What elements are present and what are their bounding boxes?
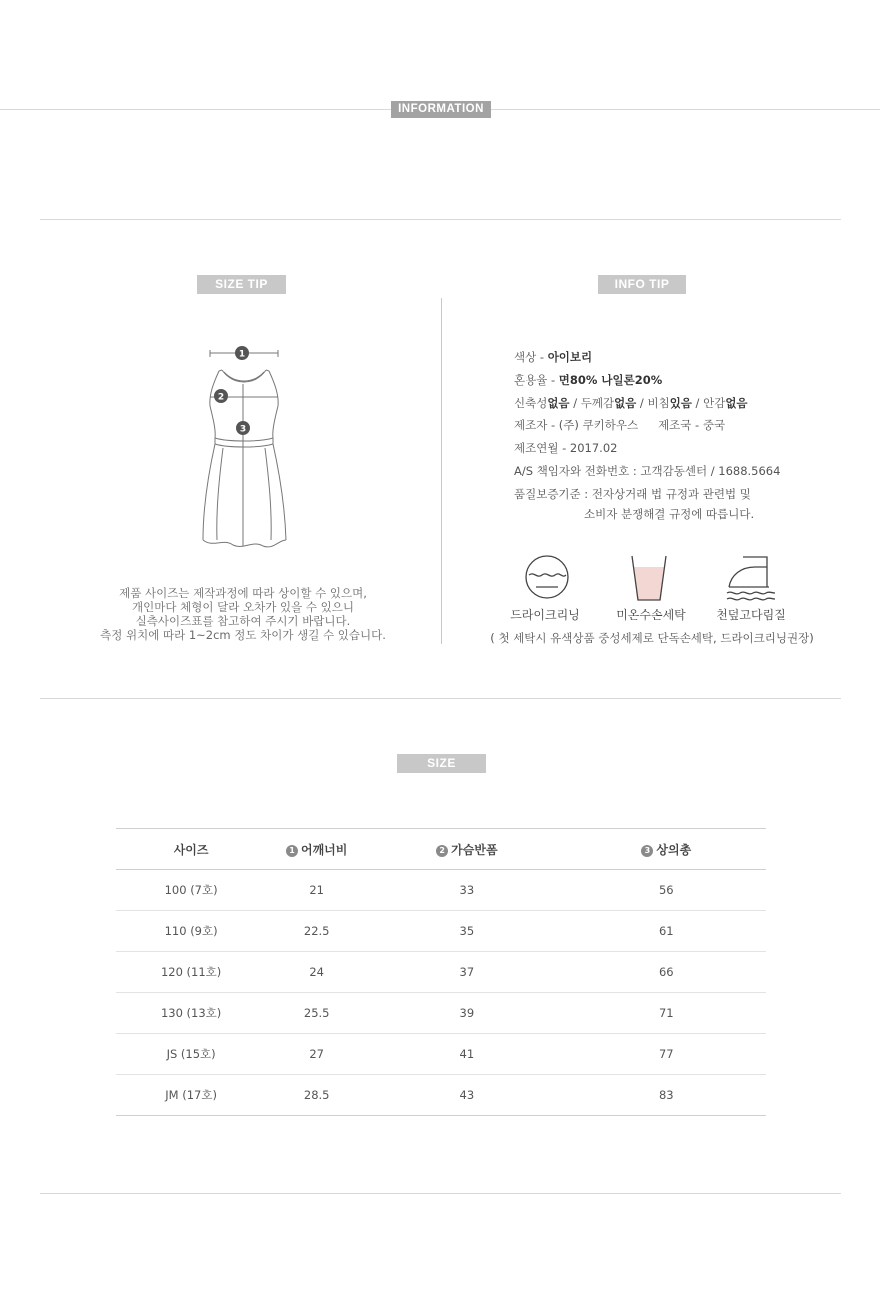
maker-text: 제조자 - (주) 쿠키하우스 (514, 418, 639, 433)
care-label-iron: 천덮고다림질 (716, 608, 786, 622)
size-note-line: 제품 사이즈는 제작과정에 따라 상이할 수 있으며, (119, 586, 367, 600)
product-info-list (514, 346, 844, 522)
length-cell: 83 (567, 1075, 766, 1116)
header-size: 사이즈 (116, 829, 266, 870)
lukewarm-handwash-icon (630, 553, 670, 603)
color-label: 색상 - (514, 350, 548, 364)
lining-label: / 안감 (691, 395, 726, 410)
section-divider-2 (40, 698, 841, 699)
dry-clean-icon (522, 553, 572, 603)
quality-row-cont: 소비자 분쟁해결 규정에 따릅니다. (584, 506, 755, 521)
information-tag: INFORMATION (391, 101, 491, 118)
chest-cell: 35 (367, 911, 566, 952)
svg-text:1: 1 (238, 349, 246, 360)
lining-value: 없음 (725, 395, 748, 410)
fabric-label: 혼용율 - (514, 372, 559, 387)
size-cell: 100 (7호) (116, 870, 266, 911)
fabric-row (514, 369, 844, 392)
size-table (116, 828, 766, 1116)
size-tag: SIZE (397, 754, 486, 773)
table-row (116, 1075, 766, 1116)
svg-text:2: 2 (217, 392, 225, 403)
iron-with-cloth-icon (723, 553, 779, 603)
size-note-line: 개인마다 체형이 달라 오차가 있을 수 있으니 (132, 600, 354, 614)
length-cell: 56 (567, 870, 766, 911)
length-cell: 71 (567, 993, 766, 1034)
header-shoulder: 1 어깨너비 (266, 829, 367, 870)
shoulder-cell: 25.5 (266, 993, 367, 1034)
bottom-divider (40, 1193, 841, 1194)
svg-text:3: 3 (239, 424, 247, 435)
sheer-value: 있음 (669, 395, 692, 410)
as-row: A/S 책임자와 전화번호 : 고객감동센터 / 1688.5664 (514, 463, 781, 478)
marker-3: 3 (641, 845, 653, 857)
shoulder-cell: 22.5 (266, 911, 367, 952)
column-divider (441, 298, 442, 644)
size-note (60, 586, 426, 642)
header-chest: 2 가슴반폼 (367, 829, 566, 870)
table-row (116, 993, 766, 1034)
measure-markers (214, 346, 250, 435)
size-tip-tag: SIZE TIP (197, 275, 286, 294)
size-note-line: 측정 위치에 따라 1~2cm 정도 차이가 생길 수 있습니다. (100, 628, 386, 642)
thickness-value: 없음 (614, 395, 637, 410)
shoulder-cell: 24 (266, 952, 367, 993)
size-cell: 130 (13호) (116, 993, 266, 1034)
section-divider-1 (40, 219, 841, 220)
table-row (116, 911, 766, 952)
marker-1: 1 (286, 845, 298, 857)
shoulder-cell: 28.5 (266, 1075, 367, 1116)
care-label-handwash: 미온수손세탁 (616, 608, 686, 622)
sheer-label: / 비침 (636, 395, 670, 410)
size-cell: JS (15호) (116, 1034, 266, 1075)
color-value: 아이보리 (547, 350, 593, 364)
care-note: ( 첫 세탁시 유색상품 중성세제로 단독손세탁, 드라이크리닝권장) (490, 631, 814, 645)
texture-row (514, 392, 844, 415)
table-row (116, 870, 766, 911)
size-cell: 120 (11호) (116, 952, 266, 993)
stretch-value: 없음 (547, 395, 570, 410)
chest-cell: 43 (367, 1075, 566, 1116)
header-length: 3 상의총 (567, 829, 766, 870)
size-note-line: 실측사이즈표를 참고하여 주시기 바랍니다. (135, 614, 351, 628)
quality-row: 품질보증기준 : 전자상거래 법 규정과 관련법 및 (514, 486, 751, 501)
origin-text: 제조국 - 중국 (658, 418, 726, 433)
length-cell: 66 (567, 952, 766, 993)
table-row (116, 952, 766, 993)
length-cell: 77 (567, 1034, 766, 1075)
care-label-dry-clean: 드라이크리닝 (510, 608, 580, 622)
color-row (514, 346, 844, 369)
marker-2: 2 (436, 845, 448, 857)
chest-cell: 39 (367, 993, 566, 1034)
chest-cell: 37 (367, 952, 566, 993)
date-row: 제조연월 - 2017.02 (514, 441, 618, 456)
shoulder-cell: 21 (266, 870, 367, 911)
maker-row (514, 414, 844, 437)
size-cell: JM (17호) (116, 1075, 266, 1116)
size-cell: 110 (9호) (116, 911, 266, 952)
chest-cell: 41 (367, 1034, 566, 1075)
shoulder-cell: 27 (266, 1034, 367, 1075)
dress-diagram (183, 340, 303, 550)
table-row (116, 1034, 766, 1075)
info-tip-tag: INFO TIP (598, 275, 686, 294)
thickness-label: / 두께감 (569, 395, 615, 410)
table-header-row (116, 829, 766, 870)
chest-cell: 33 (367, 870, 566, 911)
stretch-label: 신축성 (514, 395, 548, 410)
fabric-value: 면80% 나일론20% (558, 372, 663, 387)
length-cell: 61 (567, 911, 766, 952)
